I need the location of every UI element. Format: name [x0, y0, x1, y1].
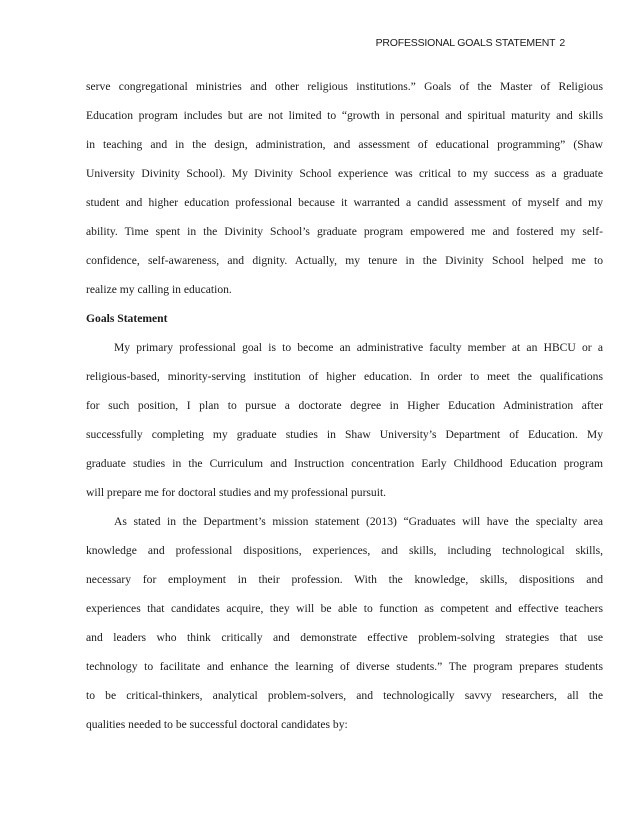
paragraph-line: graduate studies in the Curriculum and Instruction concentration Early Childhood Education program	[86, 457, 603, 470]
paragraph-line: University Divinity School). My Divinity School experience was critical to my success as a graduate	[86, 167, 603, 180]
paragraph-line: realize my calling in education.	[86, 283, 232, 296]
paragraph-line: My primary professional goal is to become an administrative faculty member at an HBCU or a	[114, 341, 603, 354]
paragraph-line: serve congregational ministries and other religious institutions.” Goals of the Master of Religious	[86, 80, 603, 93]
running-header	[300, 37, 565, 49]
paragraph-line: will prepare me for doctoral studies and my professional pursuit.	[86, 486, 387, 499]
paragraph-line: Education program includes but are not limited to “growth in personal and spiritual maturity and skills	[86, 109, 603, 122]
paragraph-line: necessary for employment in their profession. With the knowledge, skills, dispositions and	[86, 573, 603, 586]
header-page-number: 2	[559, 37, 565, 49]
paragraph-line: technology to facilitate and enhance the learning of diverse students.” The program prepares students	[86, 660, 603, 673]
paragraph-line: to be critical-thinkers, analytical problem-solvers, and technologically savvy researchers, all the	[86, 689, 603, 702]
header-title: PROFESSIONAL GOALS STATEMENT	[375, 37, 556, 49]
paragraph-line: and leaders who think critically and demonstrate effective problem-solving strategies that use	[86, 631, 603, 644]
paragraph-line: ability. Time spent in the Divinity School’s graduate program empowered me and fostered my self-	[86, 225, 603, 238]
paragraph-line: successfully completing my graduate studies in Shaw University’s Department of Education. My	[86, 428, 603, 441]
paragraph-line: qualities needed to be successful doctoral candidates by:	[86, 718, 348, 731]
paragraph-line: religious-based, minority-serving institution of higher education. In order to meet the qualifications	[86, 370, 603, 383]
paragraph-line: in teaching and in the design, administration, and assessment of educational programming” (Shaw	[86, 138, 603, 151]
paragraph-line: confidence, self-awareness, and dignity. Actually, my tenure in the Divinity School helped me to	[86, 254, 603, 267]
paragraph-line: knowledge and professional dispositions, experiences, and skills, including technological skills,	[86, 544, 603, 557]
section-heading: Goals Statement	[86, 312, 168, 325]
paragraph-line: for such position, I plan to pursue a doctorate degree in Higher Education Administration after	[86, 399, 603, 412]
paragraph-line: experiences that candidates acquire, they will be able to function as competent and effective teachers	[86, 602, 603, 615]
paragraph-line: As stated in the Department’s mission statement (2013) “Graduates will have the specialty area	[114, 515, 603, 528]
paragraph-line: student and higher education professional because it warranted a candid assessment of myself and my	[86, 196, 603, 209]
